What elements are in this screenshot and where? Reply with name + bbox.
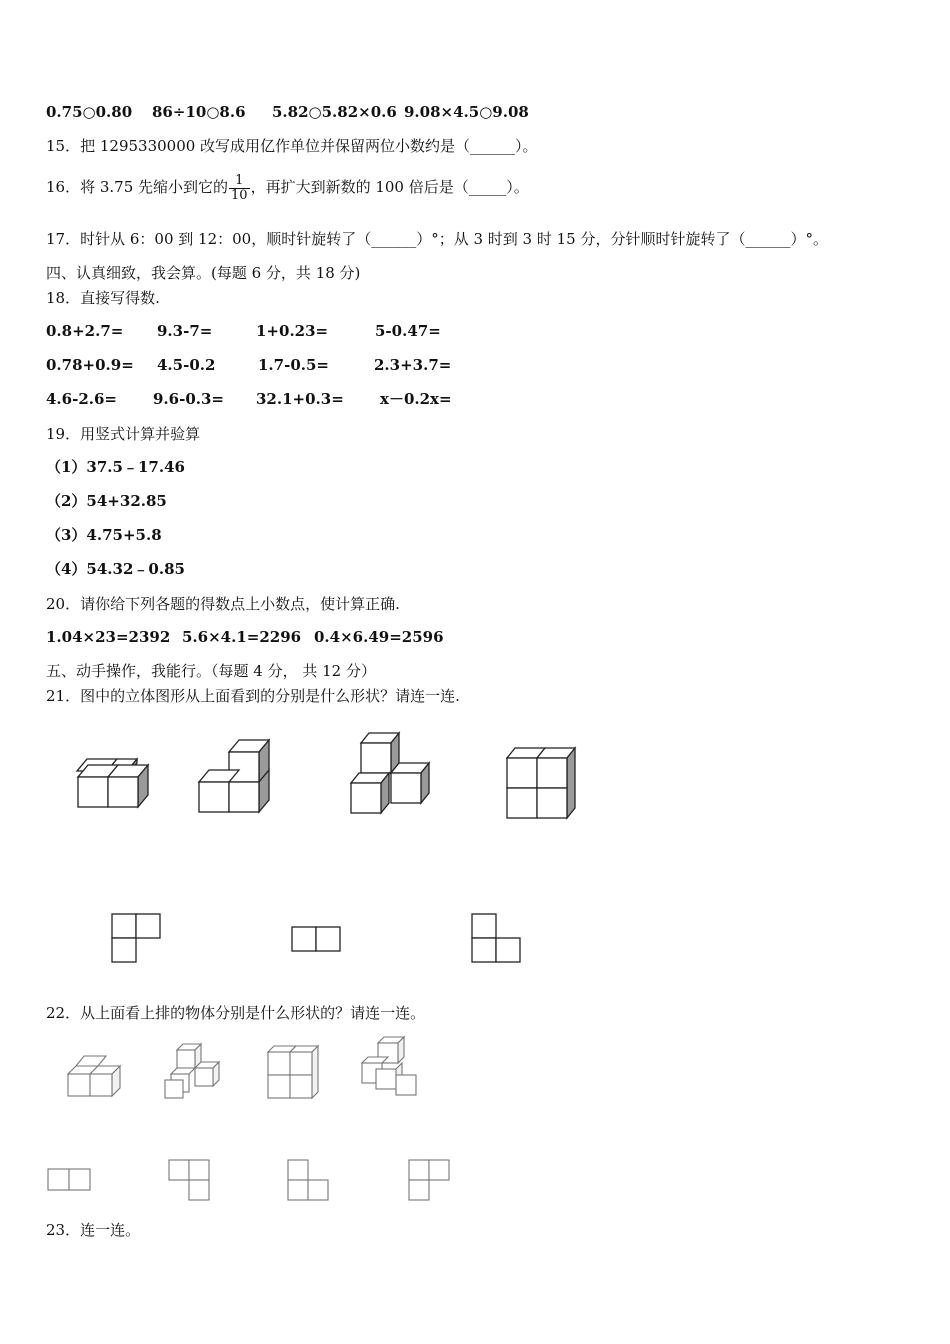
q19-title: 19．用竖式计算并验算 [46, 425, 201, 443]
q21-solid-4 [498, 742, 583, 822]
q22-solid-1 [62, 1052, 127, 1100]
q22-view-3 [285, 1157, 333, 1203]
q18-r3-c2: 9.6-0.3= [153, 390, 224, 408]
q19-item-3: （3）4.75+5.8 [46, 526, 162, 544]
q18-r2-c4: 2.3+3.7= [374, 356, 452, 374]
q20-item-3: 0.4×6.49=2596 [314, 628, 444, 646]
q21-solid-2 [192, 733, 277, 813]
q22-title: 22．从上面看上排的物体分别是什么形状的？请连一连。 [46, 1004, 426, 1022]
q20-item-2: 5.6×4.1=2296 [182, 628, 302, 646]
q21-title: 21．图中的立体图形从上面看到的分别是什么形状？请连一连. [46, 687, 460, 705]
q18-r1-c2: 9.3-7= [157, 322, 213, 340]
q18-r2-c1: 0.78+0.9= [46, 356, 134, 374]
q16-pre: 16．将 3.75 先缩小到它的 [46, 178, 229, 196]
q19-item-4: （4）54.32﹣0.85 [46, 560, 185, 578]
q20-item-1: 1.04×23=2392 [46, 628, 171, 646]
q18-r3-c4: x－0.2x= [380, 390, 452, 408]
q16-post: ，再扩大到新数的 100 倍后是（_____）。 [250, 178, 529, 196]
q23-title: 23．连一连。 [46, 1221, 141, 1239]
q17-text: 17．时针从 6：00 到 12：00，顺时针旋转了（______）°；从 3 时到 3 时 15 分，分针顺时针旋转了（______）°。 [46, 230, 828, 248]
q21-view-3 [470, 912, 525, 967]
q14-item-1: 0.75○0.80 [46, 103, 133, 121]
section-5-title: 五、动手操作，我能行。（每题 4 分， 共 12 分） [46, 662, 376, 680]
q19-item-2: （2）54+32.85 [46, 492, 167, 510]
q16-denominator: 10 [231, 187, 248, 203]
q18-r3-c1: 4.6-2.6= [46, 390, 117, 408]
q21-view-2 [290, 925, 345, 955]
q19-item-1: （1）37.5﹣17.46 [46, 458, 185, 476]
q21-view-1 [110, 912, 165, 967]
q21-solid-3 [344, 727, 439, 817]
q18-r2-c2: 4.5-0.2 [157, 356, 216, 374]
q14-item-2: 86÷10○8.6 [152, 103, 246, 121]
section-4-title: 四、认真细致，我会算。(每题 6 分，共 18 分) [46, 264, 361, 282]
q16-line [46, 170, 529, 204]
q18-r2-c3: 1.7-0.5= [258, 356, 329, 374]
q18-r1-c4: 5-0.47= [375, 322, 441, 340]
q22-solid-2 [158, 1040, 228, 1102]
q16-fraction [229, 174, 250, 203]
q22-view-1 [45, 1166, 95, 1194]
q18-r1-c3: 1+0.23= [256, 322, 329, 340]
q16-numerator: 1 [235, 172, 244, 188]
q15-text: 15．把 1295330000 改写成用亿作单位并保留两位小数约是（______）。 [46, 137, 538, 155]
q22-solid-3 [260, 1042, 325, 1102]
q22-view-2 [166, 1157, 214, 1203]
q22-view-4 [406, 1157, 454, 1203]
q14-item-4: 9.08×4.5○9.08 [404, 103, 529, 121]
q22-solid-4 [354, 1033, 426, 1101]
q21-solid-1 [70, 752, 155, 812]
q18-title: 18．直接写得数. [46, 289, 160, 307]
q18-r3-c3: 32.1+0.3= [256, 390, 344, 408]
q14-item-3: 5.82○5.82×0.6 [272, 103, 397, 121]
q18-r1-c1: 0.8+2.7= [46, 322, 124, 340]
q20-title: 20．请你给下列各题的得数点上小数点，使计算正确. [46, 595, 400, 613]
